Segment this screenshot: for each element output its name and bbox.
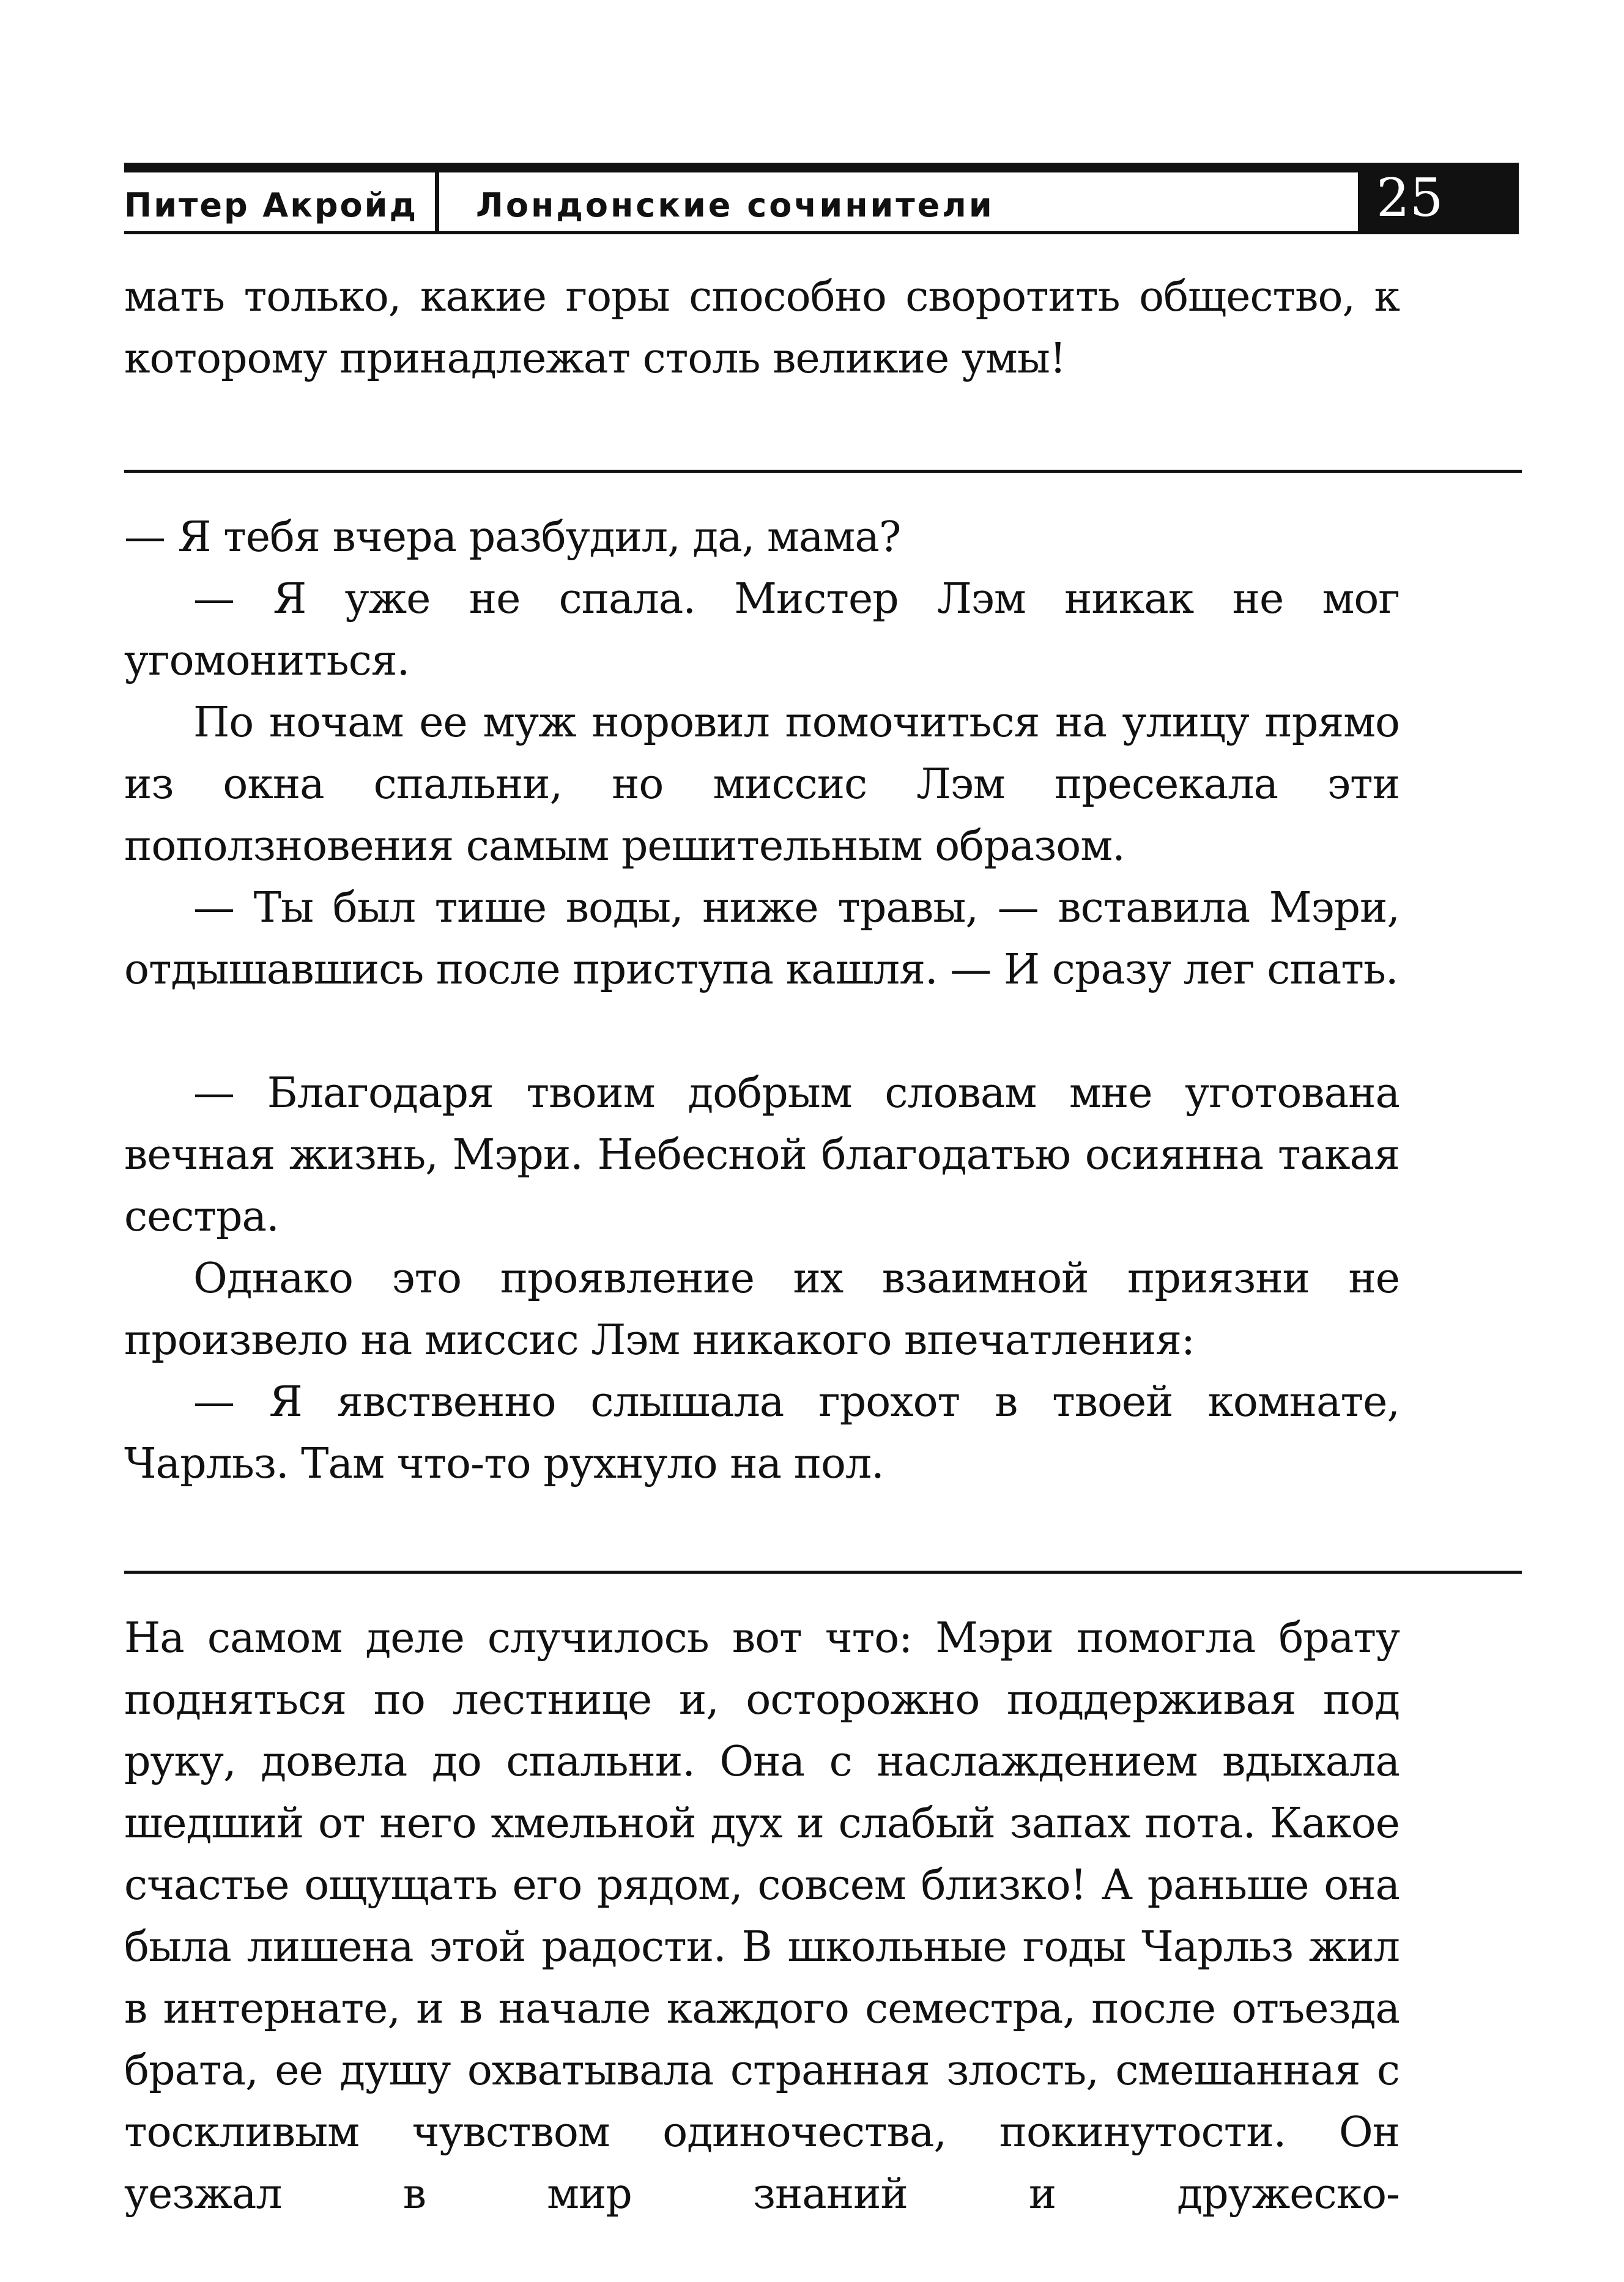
header-top-rule [124, 163, 1519, 172]
paragraph: Однако это проявление их взаимной приязни не произвело на миссис Лэм никакого впечатления: [124, 1254, 1400, 1365]
section-divider [124, 1571, 1522, 1574]
paragraph: По ночам ее муж норовил помочиться на улицу прямо из окна спальни, но миссис Лэм пресекала эти поползновения самым решительным образом. [124, 698, 1400, 870]
dialogue-line: — Я явственно слышала грохот в твоей комнате, Чарльз. Там что-то рухнуло на пол. [124, 1378, 1400, 1488]
header-divider [435, 172, 439, 234]
header-bottom-rule [124, 231, 1519, 234]
dialogue-line: — Я уже не спала. Мистер Лэм никак не мог угомониться. [124, 575, 1400, 685]
section-divider [124, 470, 1522, 473]
page-number-box [1358, 163, 1519, 234]
header-author: Питер Акройд [124, 186, 418, 224]
dialogue-line: — Благодаря твоим добрым словам мне уготована вечная жизнь, Мэри. Небесной благодатью осиянна такая сестра. [124, 1069, 1400, 1241]
paragraph: мать только, какие горы способно своротить общество, к которому принадлежат столь великие умы! [124, 273, 1400, 383]
running-header [124, 163, 1519, 234]
header-book-title: Лондонские сочинители [476, 186, 995, 224]
dialogue-line: — Ты был тише воды, ниже травы, — вставила Мэри, отдышавшись после приступа кашля. — И сразу лег спать. [124, 884, 1400, 994]
page-number: 25 [1376, 168, 1444, 229]
paragraph: На самом деле случилось вот что: Мэри помогла брату подняться по лестнице и, осторожно поддерживая под руку, довела до спальни. Она с наслаждением вдыхала шедший от него хмельной дух и слабый запах пота. Какое счастье ощущать его рядом, совсем близко! А раньше она была лишена этой радости. В школьные годы Чарльз жил в интернате, и в начале каждого семестра, после отъезда брата, ее душу охватывала странная злость, смешанная с тоскливым чувством одиночества, покинутости. Он уезжал в мир знаний и дружеско- [124, 1614, 1400, 2218]
dialogue-line: — Я тебя вчера разбудил, да, мама? [124, 513, 901, 561]
